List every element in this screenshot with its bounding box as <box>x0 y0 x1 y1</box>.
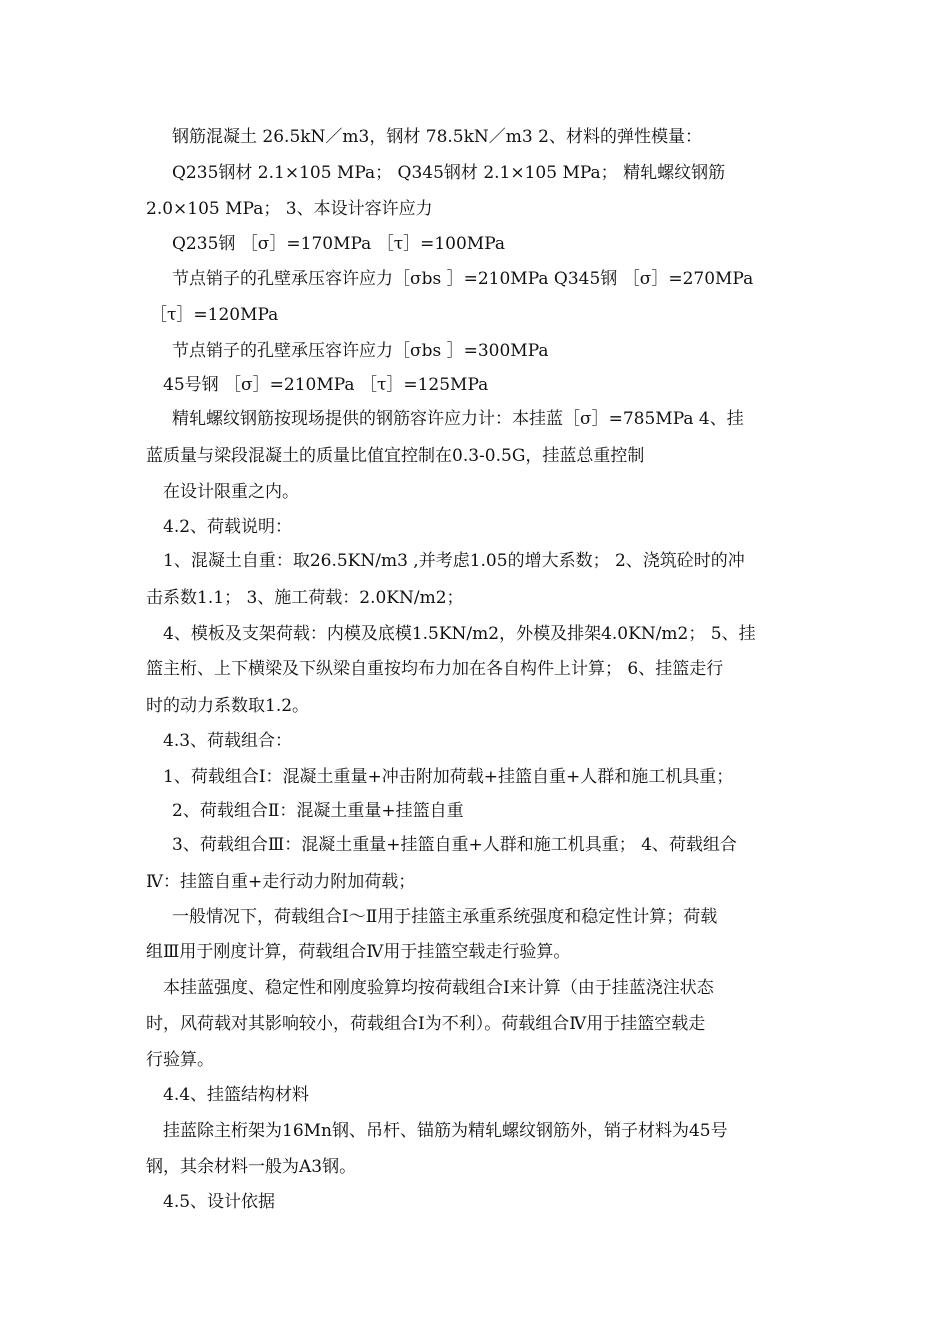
section-heading: 4.4、挂篮结构材料 <box>163 1085 310 1105</box>
text-line: 行验算。 <box>146 1050 214 1070</box>
section-heading: 4.2、荷载说明： <box>163 517 293 537</box>
text-line: 钢，其余材料一般为A3钢。 <box>146 1157 357 1177</box>
text-line: 1、荷载组合Ⅰ：混凝土重量+冲击附加荷载+挂篮自重+人群和施工机具重； <box>163 767 734 787</box>
section-heading: 4.5、设计依据 <box>163 1192 276 1212</box>
text-line: 节点销子的孔壁承压容许应力［σbs ］=210MPa Q345钢 ［σ］=270MPa <box>172 269 754 289</box>
text-line: 节点销子的孔壁承压容许应力［σbs ］=300MPa <box>172 341 549 361</box>
text-line: 时，风荷载对其影响较小，荷载组合Ⅰ为不利）。荷载组合Ⅳ用于挂篮空载走 <box>146 1014 706 1034</box>
text-line: 篮主桁、上下横梁及下纵梁自重按均布力加在各自构件上计算； 6、挂篮走行 <box>146 659 724 679</box>
text-line: 时的动力系数取1.2。 <box>146 696 310 716</box>
text-line: 击系数1.1； 3、施工荷载：2.0KN/m2； <box>146 588 464 608</box>
text-line: Ⅳ：挂篮自重+走行动力附加荷载； <box>146 872 416 892</box>
text-line: 3、荷载组合Ⅲ：混凝土重量+挂篮自重+人群和施工机具重； 4、荷载组合 <box>172 835 737 855</box>
text-line: Q235钢 ［σ］=170MPa ［τ］=100MPa <box>172 234 506 254</box>
text-line: 1、混凝土自重：取26.5KN/m3 ,并考虑1.05的增大系数； 2、浇筑砼时的冲 <box>163 551 745 571</box>
text-line: 2.0×105 MPa； 3、本设计容许应力 <box>146 199 433 219</box>
text-line: 精轧螺纹钢筋按现场提供的钢筋容许应力计：本挂蓝［σ］=785MPa 4、挂 <box>172 409 744 429</box>
text-line: 4、模板及支架荷载：内模及底模1.5KN/m2，外模及排架4.0KN/m2； 5、挂 <box>163 624 756 644</box>
text-line: 在设计限重之内。 <box>163 482 299 502</box>
text-line: 钢筋混凝土 26.5kN／m3，钢材 78.5kN／m3 2、材料的弹性模量： <box>172 127 702 147</box>
section-heading: 4.3、荷载组合： <box>163 731 293 751</box>
text-line: Q235钢材 2.1×105 MPa； Q345钢材 2.1×105 MPa； 精轧螺纹钢筋 <box>172 163 726 183</box>
text-line: 挂蓝除主桁架为16Mn钢、吊杆、锚筋为精轧螺纹钢筋外，销子材料为45号 <box>163 1121 728 1141</box>
text-line: 45号钢 ［σ］=210MPa ［τ］=125MPa <box>163 375 489 395</box>
text-line: 本挂蓝强度、稳定性和刚度验算均按荷载组合Ⅰ来计算（由于挂蓝浇注状态 <box>163 978 714 998</box>
text-line: ［τ］=120MPa <box>150 305 279 325</box>
text-line: 一般情况下，荷载组合Ⅰ～Ⅱ用于挂篮主承重系统强度和稳定性计算；荷载 <box>172 907 718 927</box>
text-line: 2、荷载组合Ⅱ：混凝土重量+挂篮自重 <box>172 801 464 821</box>
text-line: 组Ⅲ用于刚度计算，荷载组合Ⅳ用于挂篮空载走行验算。 <box>146 942 571 962</box>
text-line: 蓝质量与梁段混凝土的质量比值宜控制在0.3-0.5G，挂蓝总重控制 <box>146 446 645 466</box>
